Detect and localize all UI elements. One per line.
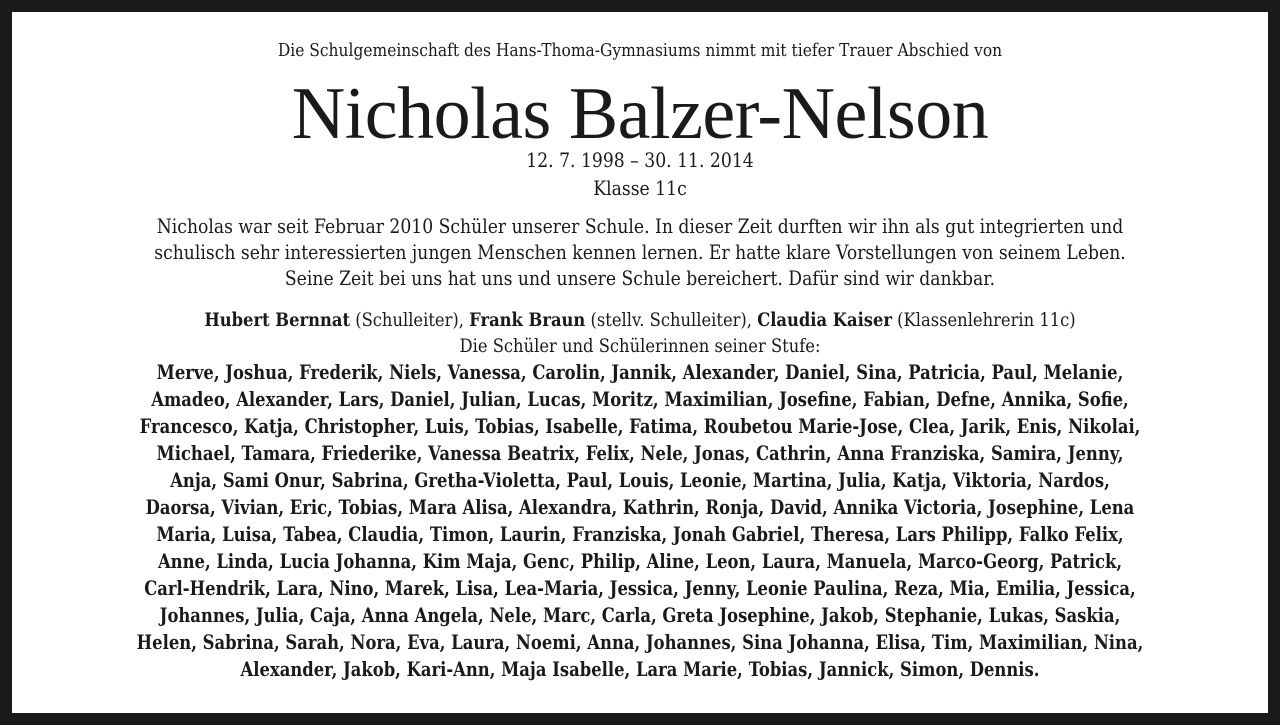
student-names-line: Johannes, Julia, Caja, Anna Angela, Nele, Marc, Carla, Greta Josephine, Jakob, Stephanie, Lukas, Saskia, [159,603,1121,627]
staff-name: Hubert Bernnat [204,309,351,331]
obituary-notice [12,12,1268,713]
staff-signatures [100,307,1180,333]
staff-role: (Klassenlehrerin 11c) [891,309,1076,331]
student-names-line: Amadeo, Alexander, Lars, Daniel, Julian, Lucas, Moritz, Maximilian, Josefine, Fabian, Defne, Annika, Sofie, [151,387,1129,411]
student-names-line: Maria, Luisa, Tabea, Claudia, Timon, Laurin, Franziska, Jonah Gabriel, Theresa, Lars Philipp, Falko Felix, [156,522,1124,546]
tribute-line: Nicholas war seit Februar 2010 Schüler unserer Schule. In dieser Zeit durften wir ihn als gut integrierten und [156,214,1124,238]
staff-role: (stellv. Schulleiter), [585,309,758,331]
student-names-line: Carl-Hendrik, Lara, Nino, Marek, Lisa, Lea-Maria, Jessica, Jenny, Leonie Paulina, Reza, Mia, Emilia, Jessica, [144,576,1136,600]
intro-text: Die Schulgemeinschaft des Hans-Thoma-Gymnasiums nimmt mit tiefer Trauer Abschied von [277,40,1003,61]
student-names-line: Francesco, Katja, Christopher, Luis, Tobias, Isabelle, Fatima, Roubetou Marie-Jose, Clea, Jarik, Enis, Nikolai, [139,414,1141,438]
staff-name: Claudia Kaiser [757,309,892,331]
tribute-line: schulisch sehr interessierten jungen Menschen kennen lernen. Er hatte klare Vorstellungen von seinem Leben. [154,240,1126,264]
student-names-line: Anja, Sami Onur, Sabrina, Gretha-Violetta, Paul, Louis, Leonie, Martina, Julia, Katja, Viktoria, Nardos, [170,468,1110,492]
deceased-name: Nicholas Balzer-Nelson [291,73,989,155]
student-names-line: Helen, Sabrina, Sarah, Nora, Eva, Laura, Noemi, Anna, Johannes, Sina Johanna, Elisa, Tim, Maximilian, Nina, [136,630,1144,654]
life-dates: 12. 7. 1998 – 30. 11. 2014 [526,148,754,172]
student-names-line: Alexander, Jakob, Kari-Ann, Maja Isabelle, Lara Marie, Tobias, Jannick, Simon, Dennis. [240,657,1040,681]
staff-name: Frank Braun [469,309,586,331]
student-names-line: Merve, Joshua, Frederik, Niels, Vanessa, Carolin, Jannik, Alexander, Daniel, Sina, Patricia, Paul, Melanie, [156,360,1124,384]
students-heading: Die Schüler und Schülerinnen seiner Stufe: [459,335,821,357]
class-label: Klasse 11c [593,176,687,200]
tribute-line: Seine Zeit bei uns hat uns und unsere Schule bereichert. Dafür sind wir dankbar. [284,266,996,290]
student-names [12,359,1268,683]
tribute-paragraph [12,213,1268,291]
staff-role: (Schulleiter), [350,309,470,331]
student-names-line: Michael, Tamara, Friederike, Vanessa Beatrix, Felix, Nele, Jonas, Cathrin, Anna Franziska, Samira, Jenny, [156,441,1124,465]
student-names-line: Anne, Linda, Lucia Johanna, Kim Maja, Genc, Philip, Aline, Leon, Laura, Manuela, Marco-Georg, Patrick, [157,549,1123,573]
student-names-line: Daorsa, Vivian, Eric, Tobias, Mara Alisa, Alexandra, Kathrin, Ronja, David, Annika Victoria, Josephine, Lena [145,495,1135,519]
